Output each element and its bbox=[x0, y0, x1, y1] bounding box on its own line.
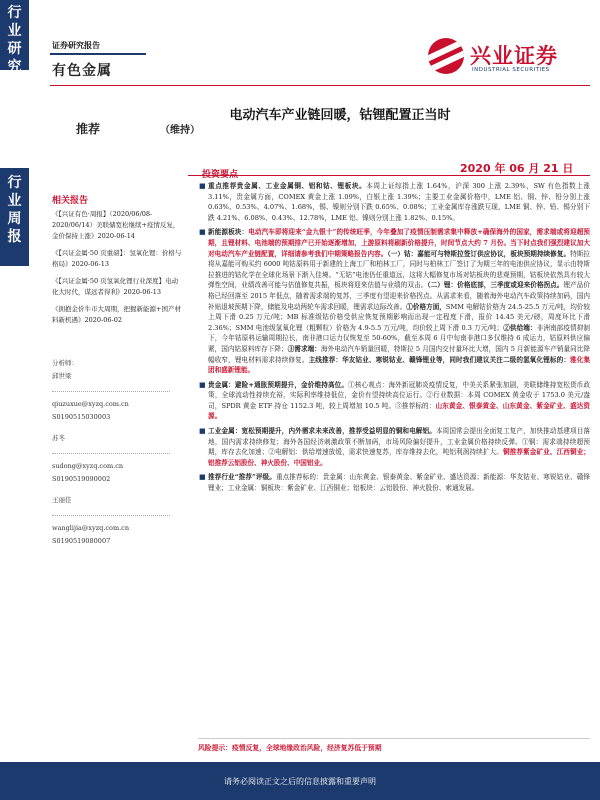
related-reports-list bbox=[52, 209, 182, 332]
footer-disclaimer: 请务必阅读正文之后的信息披露和重要声明 bbox=[0, 762, 600, 800]
section-heading: 贵金属：避险+通胀预期提升，金价维持高位。 bbox=[208, 380, 349, 389]
side-tab-char: 研 bbox=[7, 41, 22, 57]
section-industrial-metals bbox=[198, 426, 590, 468]
section-text: 本周上证综指上涨 1.64%，沪深 300 上涨 2.39%，SW 有色指数上涨 3.11%，贵金属方面，COMEX 黄金上涨 1.09%，白银上涨 1.39%；主要工业金属价格中，LME 铝、铜、锌、铅分别上涨 0.63%、0.53%、4.07%、1.68%，锡、镍则分别下跌 0.65%、0.08%；工业金属库存涨跌互现，LME 铜、锌、铅、锡分别下跌 4.21%、6.08%、0.43%、12.78%，LME 铝、镍则分别上涨 1.82%、0.15%。 bbox=[208, 182, 590, 222]
section-heading: 工业金属：宽松预期提升，内外需求未来改善，推荐受益明显的铜和电解铝。 bbox=[208, 427, 436, 436]
related-report-link[interactable]: 《【兴证金属·50 页氢氧化锂行业深度】电动化大时代，谋远者得利》2020-06-13 bbox=[52, 277, 179, 296]
section-highlight: 电动汽车即将迎来“金九银十”的传统旺季，今年叠加了疫情压制需求集中释放+确保海外的国家，需求端或将迎超预期，且锂材料、电池端的预期排产已开始逐渐增加，上游原料将刷新价格提升，时间节点大约 7 月份。当下时点我们强烈建议加大对电动汽车产业链配置，详细请参考我们中期策略报告内容。 bbox=[208, 228, 590, 258]
related-report-link[interactable]: 《【兴证金属·50 页重磅】：氢氧化锂：价格与格局》2020-06-13 bbox=[52, 249, 182, 268]
logo-subtext: INDUSTRIAL SECURITIES bbox=[472, 67, 550, 73]
sub-heading: （二）锂：价格底部，三季度或迎来价格拐点。 bbox=[427, 281, 564, 290]
sub-heading: ②供给端： bbox=[503, 323, 537, 332]
side-tab-char: 行 bbox=[7, 5, 22, 21]
analyst-license: S0190519090002 bbox=[52, 475, 111, 483]
analyst-email[interactable]: sudong@xyzq.com.cn bbox=[52, 462, 124, 470]
report-date: 2020 年 06 月 21 日 bbox=[460, 162, 574, 175]
side-tab-weekly bbox=[0, 168, 29, 266]
analyst-card bbox=[52, 494, 182, 548]
pick-list: 铜推荐紫金矿业、江西铜业；铝推荐云铝股份、神火股份、中国铝业。 bbox=[208, 448, 591, 467]
invest-highlights-heading: 投资要点 bbox=[202, 170, 239, 180]
related-report-link[interactable]: 《拥抱金价牛市大周期，把握新能源+国产材料新机遇》2020-06-02 bbox=[52, 305, 181, 324]
section-metals-overview bbox=[198, 181, 590, 223]
section-text: ①核心观点：海外新冠肺炎疫情反复，中美关系紧张加剧，美联储维持宽松货币政策，全球流动性持续充裕，实际利率维持低位，金价有望持续高位运行。②行业数据：本周 COMEX 黄金收于 1753.0 美元/盎司，SPDR 黄金 ETF 持仓 1152.3 吨，较上周增加 10.5 吨。③推荐标的： bbox=[208, 380, 590, 410]
related-reports-heading: 相关报告 bbox=[52, 196, 89, 206]
bullet-icon: ■ bbox=[199, 427, 206, 436]
side-tab-char: 究 bbox=[7, 59, 22, 75]
sub-text: 海外电动汽车销量回暖，特斯拉 5 月国内交付量环比大增，国内 5 月新能源车产销量同比降幅收窄，锂电材料需求持续修复。 bbox=[208, 344, 591, 364]
header-rule bbox=[50, 53, 146, 55]
brand-logo bbox=[428, 38, 588, 78]
bullet-icon: ■ bbox=[199, 380, 206, 389]
sub-heading: ③需求端： bbox=[287, 344, 321, 353]
side-tab-char: 周 bbox=[7, 211, 22, 227]
analyst-card bbox=[52, 357, 182, 424]
section-heading: 新能源板块： bbox=[208, 228, 249, 237]
section-heading: 重点推荐贵金属、工业金属铜、铝和钴、锂板块。 bbox=[208, 182, 367, 190]
section-text: 重点推荐标的：贵金属：山东黄金、银泰黄金、紫金矿业、盛达资源；新能源：华友钴业、寒锐钴业、赣锋锂业；工业金属：铜板块：紫金矿业、江西铜业；铝板块：云铝股份、神火股份、索通发展。 bbox=[208, 473, 591, 493]
risk-warning: 风险提示：疫情反复，全球地缘政治风险，经济复苏低于预期 bbox=[198, 744, 382, 752]
date-divider bbox=[188, 175, 590, 176]
sub-text: 华友钴业、寒锐钴业、赣锋锂业等，同时我们建议关注二级的氢氧化锂标的： bbox=[342, 355, 571, 364]
sub-heading: （一）钴：嘉能可与特斯拉签订供应协议，板块预期持续修复。 bbox=[387, 249, 571, 258]
related-report-link[interactable]: 《【兴证有色·周报】（2020/06/08-2020/06/14）美联储宽松继续+疫情反复，金价保持上涨》2020-06-14 bbox=[52, 210, 180, 240]
pick-list: 山东黄金、银泰黄金、山东黄金、紫金矿业、盛达资源。 bbox=[208, 401, 590, 421]
analyst-license: S0190515030003 bbox=[52, 413, 111, 421]
bullet-icon: ■ bbox=[199, 473, 206, 482]
header-divider bbox=[50, 85, 590, 86]
rating-change: （维持） bbox=[160, 125, 200, 136]
sub-heading: ①价格方面， bbox=[406, 302, 446, 311]
analyst-list bbox=[52, 357, 182, 556]
report-type: 证券研究报告 bbox=[52, 41, 100, 50]
pick-list: 雅化集团和盛新锂能。 bbox=[208, 355, 591, 375]
section-text: 本周国常会提出全面复工复产，加快推动基建项目落地，国内需求持续修复；海外各国经济刺激政策不断加码，市场风险偏好提升，工业金属价格持续反弹。①铜：需求端持续超预期，库存去化加速；②电解铝：供给增速放缓，需求快速复苏，库存维持去化，吨铝利润持续扩大。 bbox=[208, 427, 591, 457]
report-headline: 电动汽车产业链回暖，钴锂配置正当时 bbox=[229, 108, 451, 123]
analyst-license: S0190519080007 bbox=[52, 537, 111, 545]
section-rating bbox=[198, 472, 590, 493]
divider bbox=[52, 453, 170, 454]
logo-mark-icon bbox=[428, 38, 464, 74]
industry-name: 有色金属 bbox=[52, 63, 112, 79]
analyst-email[interactable]: qiuzuxue@xyzq.com.cn bbox=[52, 400, 129, 408]
side-tab-char: 报 bbox=[7, 229, 22, 245]
section-heading: 推荐行业“推荐”评级。 bbox=[208, 473, 276, 482]
analyst-role: 分析师： bbox=[52, 359, 78, 367]
side-tab-char: 业 bbox=[7, 23, 22, 39]
analyst-email[interactable]: wanglijia@xyzq.com.cn bbox=[52, 524, 130, 532]
side-tab-research bbox=[0, 0, 29, 75]
bullet-icon: ■ bbox=[199, 228, 206, 237]
divider bbox=[52, 391, 170, 392]
analyst-name: 王丽佳 bbox=[52, 496, 72, 504]
sub-text: 特斯拉将从嘉能可购买约 6000 吨钴原料用于新建的上海工厂和柏林工厂，同时与柏林工厂签订了为期三年的电池供应协议，显示由特斯拉推进的钴化学在全球化场景下渐入佳境。“无钴”电池仍任重道远，这将大幅修复市场对钴板块的悲观预期，钴板块依然具有较大弹性空间，业绩改善可能与估值修复共振，板块将迎来估值与业绩的双击。 bbox=[208, 249, 591, 290]
sub-text: SMM 电解钴价格为 24.5-25.5 万元/吨，均价较上周下滑 0.25 万元/吨；MB 标准级钴价格受供应恢复预期影响而出现一定程度下滑，报价 14.45 美元/磅，周度环比下滑 2.36%；SMM 电池级氢氧化锂（粗颗粒）价格为 4.9-5.5 万元/吨，均价较上周下滑 0.3 万元/吨； bbox=[208, 302, 591, 332]
sub-heading: 主线推荐： bbox=[308, 355, 343, 364]
invest-highlights-body bbox=[198, 181, 590, 498]
rating: 推荐 bbox=[76, 122, 101, 136]
section-new-energy bbox=[198, 227, 590, 375]
analyst-name: 苏冬 bbox=[52, 434, 65, 442]
analyst-card bbox=[52, 432, 182, 486]
side-tab-char: 行 bbox=[7, 175, 22, 191]
sub-text: 非洲南部疫情抑制下，今年钴原料运输周期拉长，南非港口运力仅恢复至 50-60%，截至本周 6 月中旬南非港口多仅维持 6 成运力，钴原料供应偏紧，国内钴原料库存下降； bbox=[208, 323, 591, 353]
risk-divider bbox=[198, 738, 590, 739]
logo-text: 兴业证券 bbox=[470, 44, 558, 68]
bullet-icon: ■ bbox=[199, 182, 206, 190]
divider bbox=[52, 515, 170, 516]
side-tab-char: 业 bbox=[7, 193, 22, 209]
analyst-name: 邱世梁 bbox=[52, 372, 72, 380]
section-precious-metals bbox=[198, 380, 590, 422]
sub-text: 锂产品价格已经回落至 2015 年低点，随着需求端的复苏，三季度有望迎来价格拐点。从需求来看，随着海外电动汽车政策持续加码，国内补贴退坡预期下降，储能及电动两轮车需求回暖，锂需求边际改善。 bbox=[208, 281, 591, 311]
